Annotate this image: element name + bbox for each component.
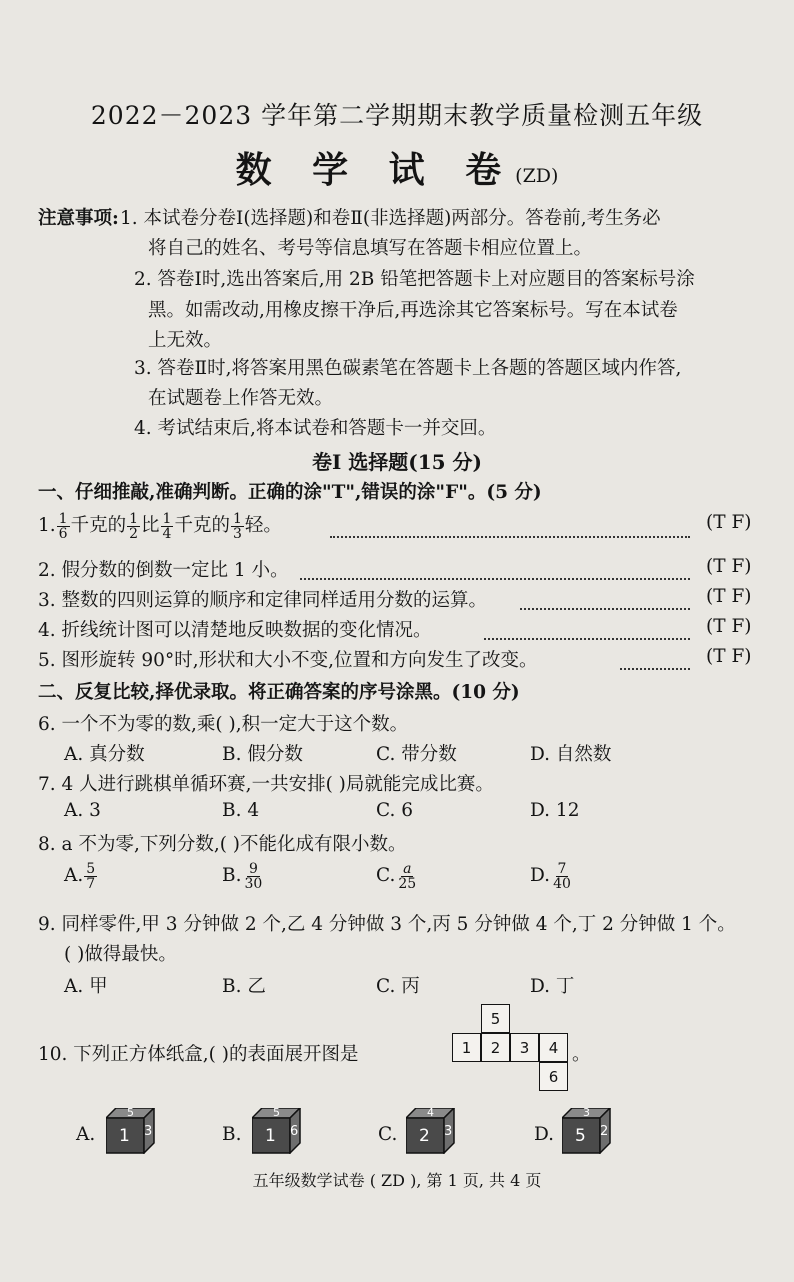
dot-leader [300,556,690,580]
note-line: 4. 考试结束后,将本试卷和答题卡一并交回。 [134,418,497,439]
cube-net [452,1004,572,1094]
question-5: 5. 图形旋转 90°时,形状和大小不变,位置和方向发生了改变。 [38,650,538,671]
cube-c-icon[interactable]: 4 2 3 [406,1108,456,1158]
option-d[interactable]: D. [534,1124,555,1145]
option-c[interactable]: C. 6 [376,800,414,821]
option-c[interactable]: C. 带分数 [376,744,457,765]
question-4: 4. 折线统计图可以清楚地反映数据的变化情况。 [38,620,432,641]
question-3: 3. 整数的四则运算的顺序和定律同样适用分数的运算。 [38,590,488,611]
option-d[interactable]: D. 12 [530,800,580,821]
tf-answer[interactable]: (T F) [706,556,752,577]
option-a[interactable]: A. 真分数 [64,744,145,765]
question-9-line2: ( )做得最快。 [64,944,177,965]
question-6: 6. 一个不为零的数,乘( ),积一定大于这个数。 [38,714,409,735]
option-b[interactable]: B. [222,1124,242,1145]
subject-title [0,142,794,193]
fraction: $\frac{a}{25}$ [398,860,417,892]
tf-answer[interactable]: (T F) [706,616,752,637]
note-line: 3. 答卷Ⅱ时,将答案用黑色碳素笔在答题卡上各题的答题区域内作答, [134,358,682,379]
fraction: $\frac{1}{6}$ [58,510,68,542]
dot-leader [520,586,690,610]
note-line: 上无效。 [148,330,223,351]
section2-title: 二、反复比较,择优录取。将正确答案的序号涂黑。(10 分) [38,682,520,703]
option-d[interactable]: D. 自然数 [530,744,612,765]
exam-code: (ZD) [515,165,559,187]
net-face: 6 [539,1062,568,1091]
fraction: $\frac{5}{7}$ [86,860,96,892]
note-line: 1. 本试卷分卷Ⅰ(选择题)和卷Ⅱ(非选择题)两部分。答卷前,考生务必 [120,208,661,229]
net-face: 1 [452,1033,481,1062]
notes-label: 注意事项: [38,208,119,229]
note-line: 2. 答卷Ⅰ时,选出答案后,用 2B 铅笔把答题卡上对应题目的答案标号涂 [134,269,695,290]
fraction: $\frac{7}{40}$ [553,860,571,892]
cube-b-icon[interactable]: 5 1 6 [252,1108,302,1158]
dot-leader [330,512,690,538]
question-10: 10. 下列正方体纸盒,( )的表面展开图是 [38,1044,359,1065]
option-c[interactable]: C. $\frac{a}{25}$ [376,860,417,892]
option-b[interactable]: B. 假分数 [222,744,303,765]
tf-answer[interactable]: (T F) [706,586,752,607]
section1-title: 一、仔细推敲,准确判断。正确的涂"T",错误的涂"F"。(5 分) [38,482,542,503]
option-a[interactable]: A. [76,1124,96,1145]
question-10-end: 。 [572,1044,591,1065]
part1-title: 卷Ⅰ 选择题(15 分) [311,450,483,474]
cube-a-icon[interactable]: 5 1 3 [106,1108,156,1158]
option-a[interactable]: A. $\frac{5}{7}$ [64,860,96,892]
exam-title: 2022－2023 学年第二学期期末教学质量检测五年级 [90,101,704,130]
question-2: 2. 假分数的倒数一定比 1 小。 [38,560,289,581]
question-7: 7. 4 人进行跳棋单循环赛,一共安排( )局就能完成比赛。 [38,774,494,795]
subject-name: 数 学 试 卷 [235,149,516,191]
option-a[interactable]: A. 甲 [64,976,108,997]
note-line: 在试题卷上作答无效。 [148,388,334,409]
question-8: 8. a 不为零,下列分数,( )不能化成有限小数。 [38,834,407,855]
fraction: $\frac{9}{30}$ [244,860,263,892]
dot-leader [484,616,690,640]
note-line: 将自己的姓名、考号等信息填写在答题卡相应位置上。 [148,238,593,259]
option-c[interactable]: C. 丙 [376,976,420,997]
fraction: $\frac{1}{4}$ [162,510,172,542]
option-b[interactable]: B. 乙 [222,976,266,997]
option-a[interactable]: A. 3 [64,800,101,821]
option-d[interactable]: D. $\frac{7}{40}$ [530,860,571,892]
net-face: 5 [481,1004,510,1033]
cube-d-icon[interactable]: 3 5 2 [562,1108,612,1158]
net-face: 4 [539,1033,568,1062]
fraction: $\frac{1}{2}$ [129,510,139,542]
net-face: 2 [481,1033,510,1062]
option-b[interactable]: B. $\frac{9}{30}$ [222,860,263,892]
tf-answer[interactable]: (T F) [706,646,752,667]
question-9: 9. 同样零件,甲 3 分钟做 2 个,乙 4 分钟做 3 个,丙 5 分钟做 4 个,丁 2 分钟做 1 个。 [38,914,736,935]
option-d[interactable]: D. 丁 [530,976,575,997]
question-1: 1. $\frac{1}{6}$ 千克的 $\frac{1}{2}$ 比 $\frac{1}{4}$ 千克的 $\frac{1}{3}$ 轻。 [38,510,282,542]
option-b[interactable]: B. 4 [222,800,260,821]
tf-answer[interactable]: (T F) [706,512,752,533]
page-footer: 五年级数学试卷 ( ZD ), 第 1 页, 共 4 页 [252,1171,542,1190]
dot-leader [620,646,690,670]
fraction: $\frac{1}{3}$ [232,510,242,542]
option-c[interactable]: C. [378,1124,398,1145]
note-line: 黑。如需改动,用橡皮擦干净后,再选涂其它答案标号。写在本试卷 [148,300,678,321]
net-face: 3 [510,1033,539,1062]
